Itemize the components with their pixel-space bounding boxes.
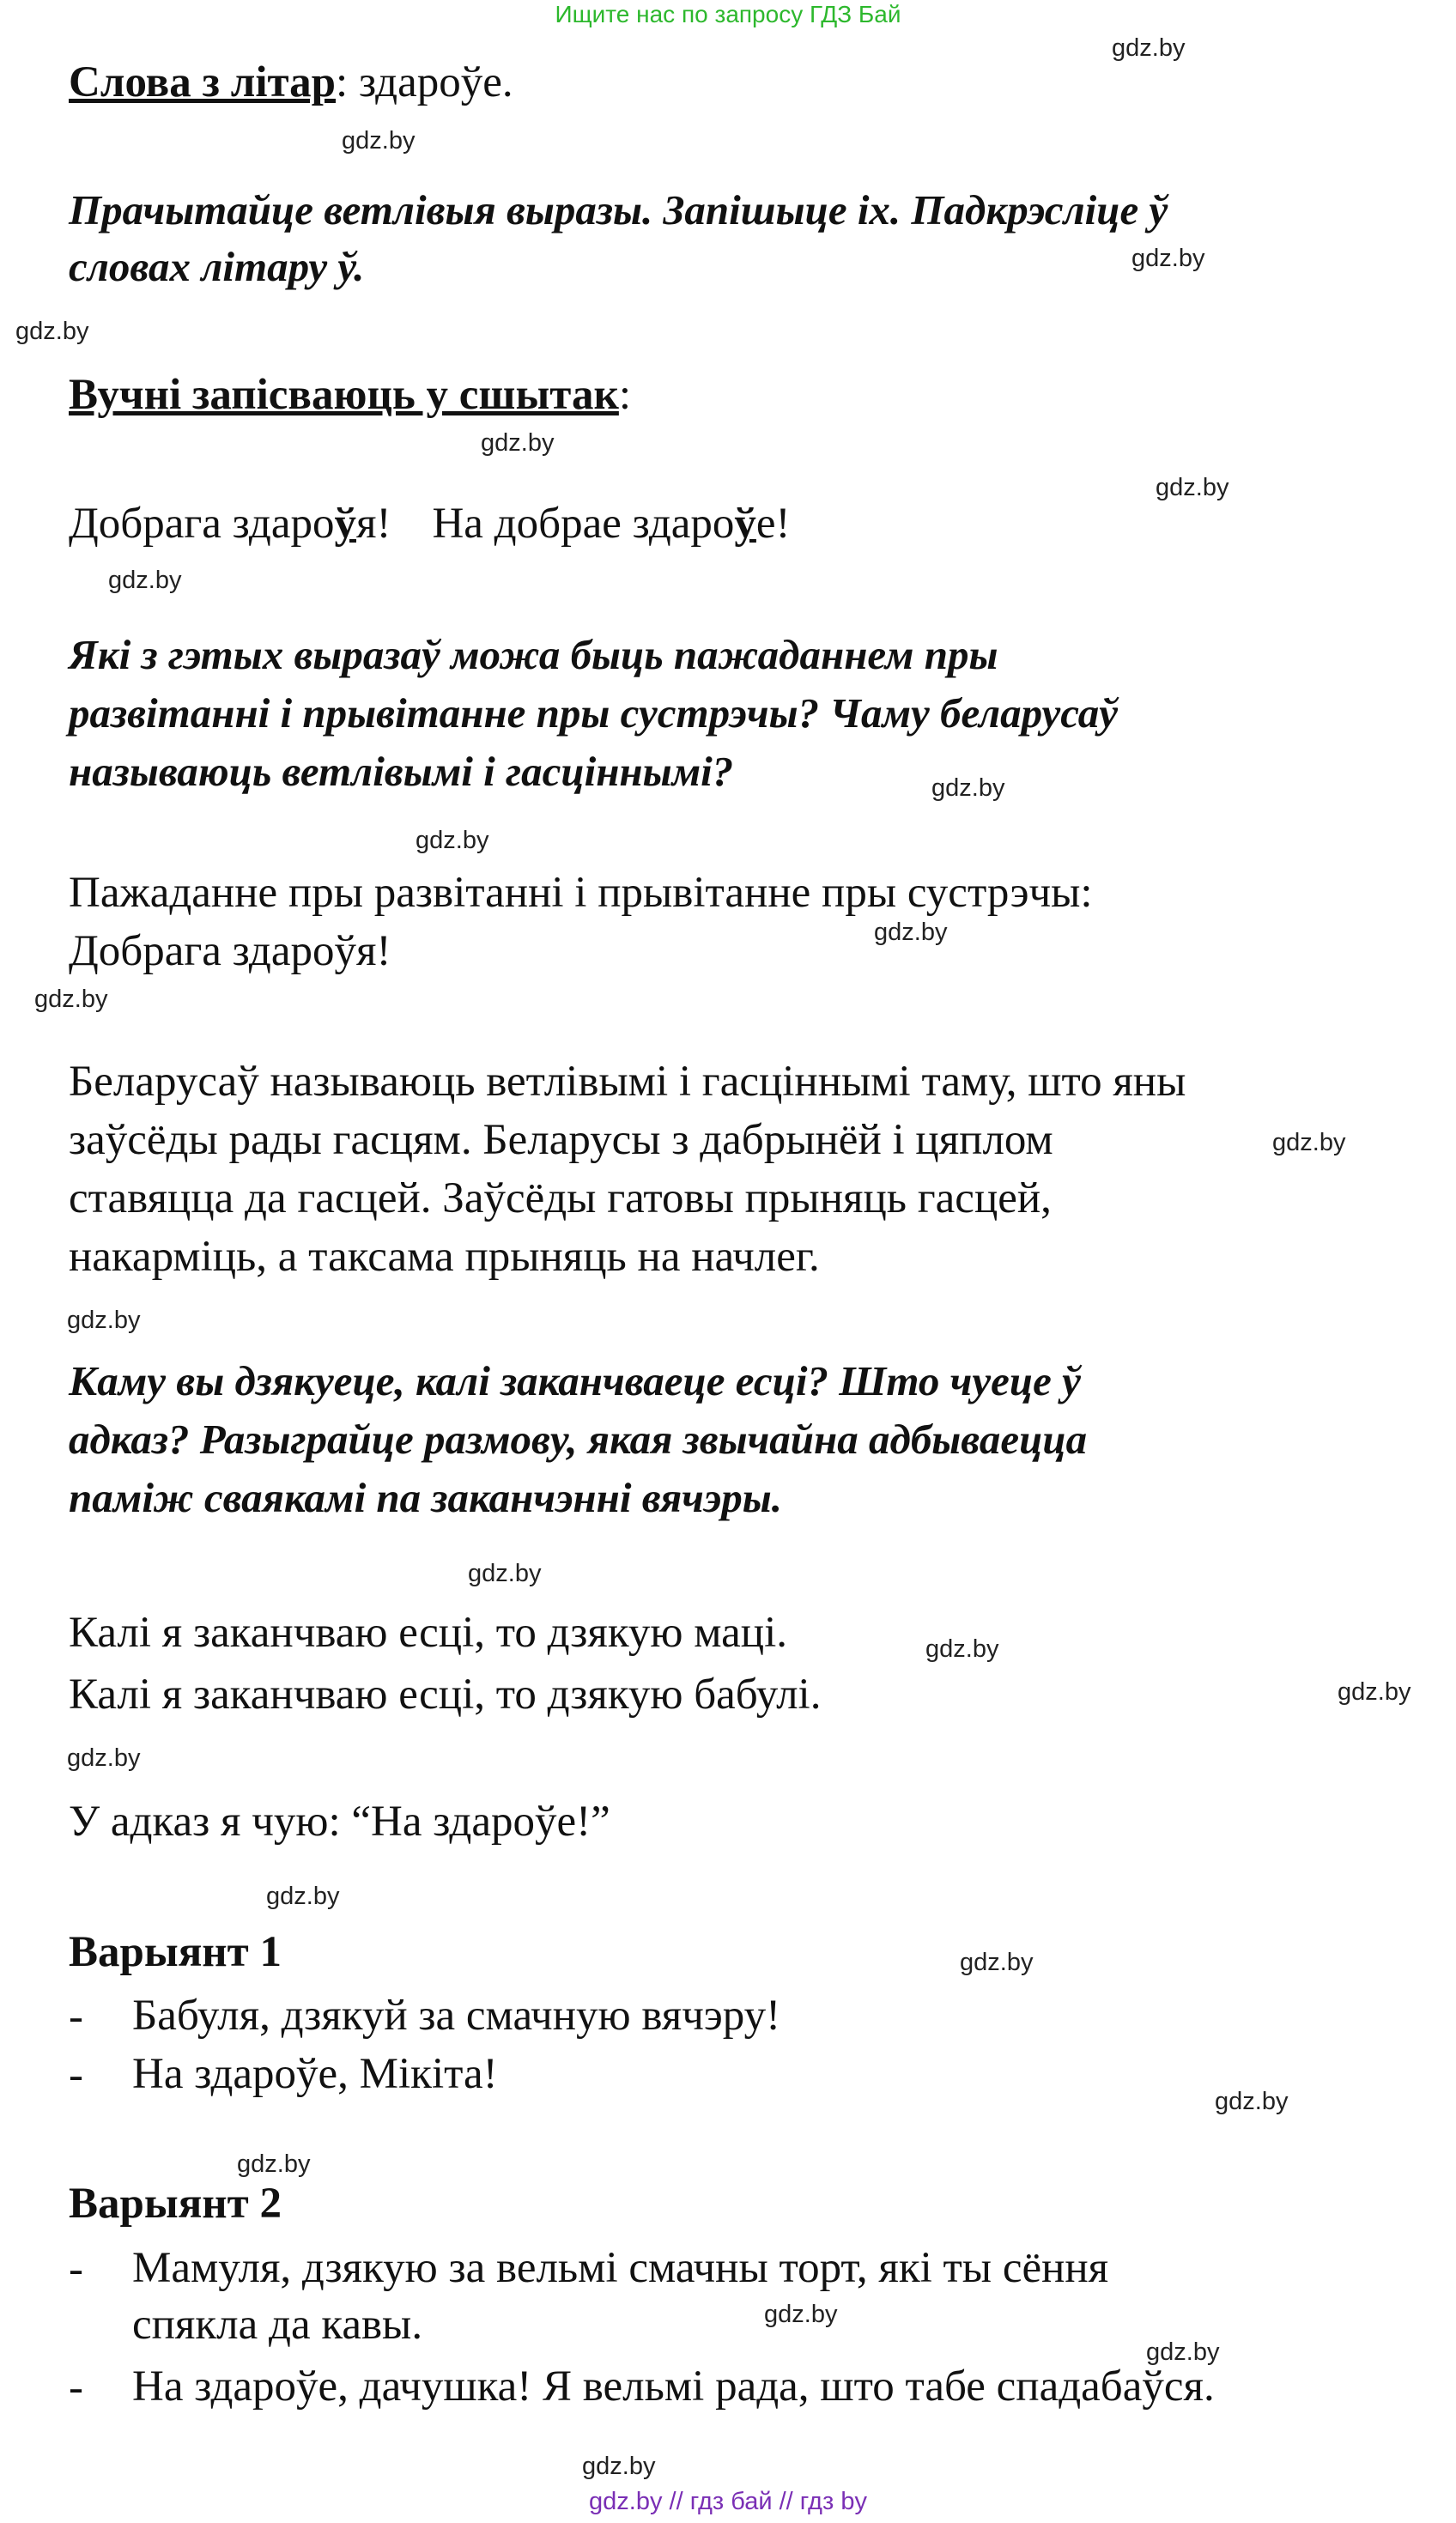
watermark: gdz.by <box>1146 2338 1220 2366</box>
watermark: gdz.by <box>15 318 89 345</box>
answer3-line2: заўсёды рады гасцям. Беларусы з дабрынёй і цяплом <box>69 1116 1053 1164</box>
variant1-line1: Бабуля, дзякуй за смачную вячэру! <box>132 1992 781 2040</box>
task2-line1: Які з гэтых выразаў можа быць пажаданнем пры <box>69 631 998 678</box>
watermark: gdz.by <box>266 1883 340 1910</box>
watermark: gdz.by <box>1215 2088 1289 2115</box>
answer4-line2: Калі я заканчваю есці, то дзякую бабулі. <box>69 1671 822 1719</box>
answer3-line3: ставяцца да гасцей. Заўсёды гатовы прыняць гасцей, <box>69 1174 1052 1222</box>
answer3-line1: Беларусаў называюць ветлівымі і гасціннымі таму, што яны <box>69 1058 1186 1106</box>
watermark: gdz.by <box>416 827 489 854</box>
watermark: gdz.by <box>67 1307 141 1334</box>
watermark: gdz.by <box>67 1744 141 1772</box>
watermark: gdz.by <box>582 2453 656 2480</box>
underlined-letter: ў <box>734 500 756 548</box>
notebook-heading: Вучні запісваюць у сшытак <box>69 371 619 419</box>
watermark: gdz.by <box>34 986 108 1013</box>
notebook-colon: : <box>618 371 632 419</box>
watermark: gdz.by <box>342 127 416 155</box>
task1-line2: словах літару ў. <box>69 243 365 290</box>
variant2-line2: На здароўе, дачушка! Я вельмі рада, што табе спадабаўся. <box>132 2362 1215 2411</box>
watermark: gdz.by <box>764 2301 838 2328</box>
variant2-line1-cont: спякла да кавы. <box>132 2301 423 2349</box>
task3-line1: Каму вы дзякуеце, калі заканчваеце есці? Што чуеце ў <box>69 1357 1081 1404</box>
variant1-line2: На здароўе, Мікіта! <box>132 2050 498 2098</box>
answer2-line2: Добрага здароўя! <box>69 927 391 975</box>
watermark: gdz.by <box>1156 474 1229 501</box>
watermark: gdz.by <box>874 919 948 946</box>
task3-line2: адказ? Разыграйце размову, якая звычайна адбываецца <box>69 1416 1088 1463</box>
answer3-line4: накарміць, а таксама прыняць на начлег. <box>69 1233 820 1281</box>
answer4-line1: Калі я заканчваю есці, то дзякую маці. <box>69 1609 787 1657</box>
variant1-title: Варыянт 1 <box>69 1928 282 1976</box>
phrase-a: Добрага здароўя! <box>69 500 391 548</box>
watermark: gdz.by <box>1272 1129 1346 1156</box>
dialogue-dash: - <box>69 2051 83 2099</box>
watermark: gdz.by <box>960 1949 1034 1976</box>
dialogue-dash: - <box>69 1992 83 2041</box>
task3-line3: паміж сваякамі па заканчэнні вячэры. <box>69 1474 782 1521</box>
task1-line1: Прачытайце ветлівыя выразы. Запішыце іх. Падкрэсліце ў <box>69 186 1168 233</box>
letters-heading: Слова з літар <box>69 58 337 106</box>
answer2-line1: Пажаданне пры развітанні і прывітанне пры сустрэчы: <box>69 869 1093 917</box>
dialogue-dash: - <box>69 2363 83 2411</box>
answer4-line3: У адказ я чую: “На здароўе!” <box>69 1798 610 1846</box>
notebook-line <box>69 369 631 422</box>
watermark: gdz.by <box>237 2150 311 2178</box>
underlined-letter: ў <box>334 500 356 548</box>
watermark: gdz.by <box>1112 34 1186 62</box>
watermark: gdz.by <box>931 774 1005 802</box>
phrase-b: На добрае здароўе! <box>432 500 791 548</box>
watermark: gdz.by <box>468 1560 542 1587</box>
watermark: gdz.by <box>1131 245 1205 272</box>
top-banner[interactable]: Ищите нас по запросу ГДЗ Бай <box>555 1 901 27</box>
task2-line2: развітанні і прывітанне пры сустрэчы? Чаму беларусаў <box>69 689 1119 737</box>
letters-word: : здароўе. <box>336 58 513 106</box>
watermark: gdz.by <box>1338 1678 1411 1706</box>
variant2-title: Варыянт 2 <box>69 2180 282 2228</box>
watermark: gdz.by <box>108 567 182 594</box>
letters-line <box>69 57 513 109</box>
dialogue-dash: - <box>69 2245 83 2293</box>
footer-links[interactable]: gdz.by // гдз бай // гдз by <box>589 2488 867 2515</box>
watermark: gdz.by <box>481 429 555 457</box>
watermark: gdz.by <box>925 1635 999 1663</box>
phrases-line <box>69 498 791 550</box>
task2-line3: называюць ветлівымі і гасціннымі? <box>69 748 734 795</box>
variant2-line1: Мамуля, дзякую за вельмі смачны торт, які ты сёння <box>132 2244 1109 2292</box>
